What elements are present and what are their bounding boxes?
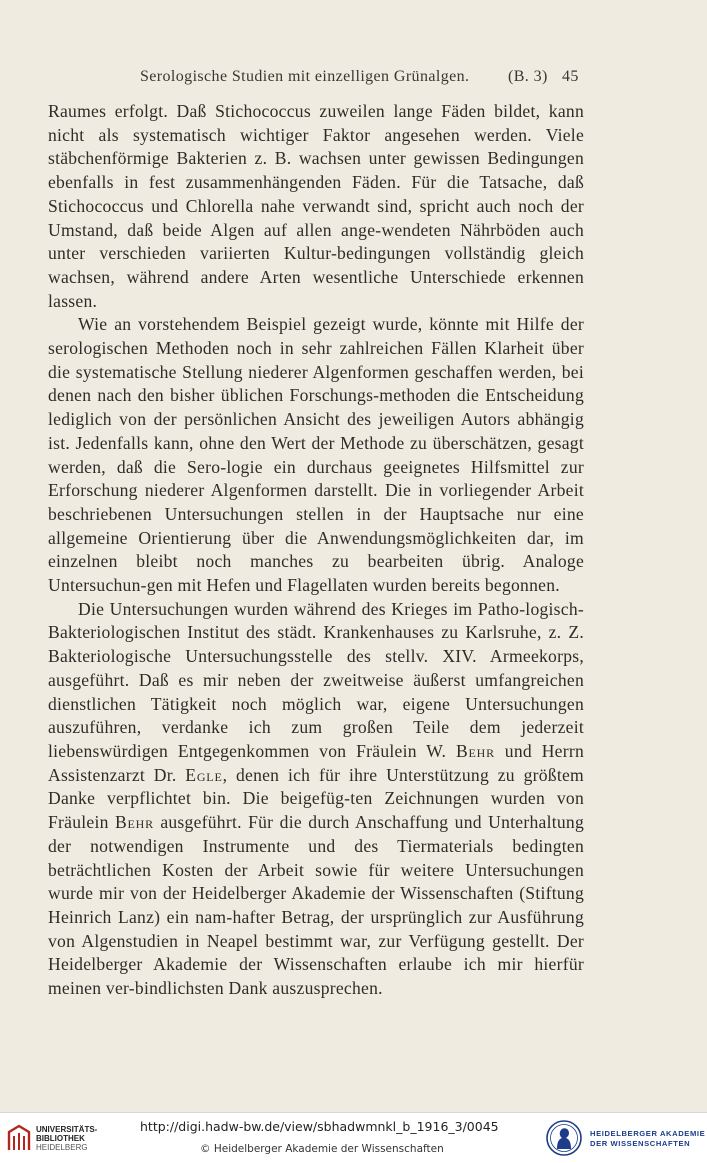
author-name-egle: Egle [185,764,223,785]
paragraph-1: Raumes erfolgt. Daß Stichococcus zuweilen lange Fäden bildet, kann nicht als systematisch wichtiger Faktor angesehen werden. Viele stäbchenförmige Bakterien z. B. wachsen unter gewissen Bedingungen ebenfalls in fest zusammenhängenden Fäden. Für die Tatsache, daß Stichococcus und Chlorella nahe verwandt sind, spricht auch noch der Umstand, daß beide Algen auf allen ange-wendeten Nährböden auch unter verschieden variierten Kultur-bedingungen vollständig gleich wachsen, während andere Arten wesentliche Unterschiede erkennen lassen. [48,101,584,311]
author-name-behr-2: Behr [115,812,154,833]
university-library-emblem-icon [6,1123,32,1153]
academy-line-1: HEIDELBERGER AKADEMIE [590,1129,706,1138]
author-name-behr: Behr [456,740,495,761]
running-head-volume: (B. 3) [508,68,548,85]
library-line-3: HEIDELBERG [36,1143,88,1152]
academy-label [590,1129,705,1149]
running-head-title: Serologische Studien mit einzelligen Grünalgen. [140,68,470,85]
academy-seal-icon [545,1120,583,1156]
academy-logo[interactable] [545,1120,705,1156]
page-number: 45 [562,68,579,85]
viewer-footer [0,1112,707,1163]
library-line-1: UNIVERSITÄTS- [36,1125,98,1134]
body-text [48,100,584,1001]
paragraph-3-part-d: ausgeführt. Für die durch Anschaffung und Unterhaltung der notwendigen Instrumente und des Tiermaterials bedingten beträchtlichen Kosten der Arbeit sowie für weitere Untersuchungen wurde mir von der Heidelberger Akademie der Wissenschaften (Stiftung Heinrich Lanz) ein nam-hafter Betrag, der ursprünglich zur Ausführung von Algenstudien in Neapel bestimmt war, zur Verfügung gestellt. Der Heidelberger Akademie der Wissenschaften erlaube ich mir hierfür meinen ver-bindlichsten Dank auszusprechen. [48,812,584,999]
paragraph-3 [48,598,584,1001]
paragraph-2: Wie an vorstehendem Beispiel gezeigt wurde, könnte mit Hilfe der serologischen Methoden noch in sehr zahlreichen Fällen Klarheit über die systematische Stellung niederer Algenformen geschaffen werden, bei denen nach den bisher üblichen Forschungs-methoden die Entscheidung lediglich von der persönlichen Ansicht des jeweiligen Autors abhängig ist. Jedenfalls kann, ohne den Wert der Methode zu überschätzen, gesagt werden, daß die Sero-logie ein durchaus geeignetes Hilfsmittel zur Erforschung niederer Algenformen darstellt. Die in vorliegender Arbeit beschriebenen Untersuchungen stellen in der Hauptsache nur eine allgemeine Orientierung über die Anwendungsmöglichkeiten dar, im einzelnen bleibt noch manches zu bearbeiten übrig. Analoge Untersuchun-gen mit Hefen und Flagellaten wurden bereits begonnen. [48,314,584,596]
university-library-label [36,1125,97,1152]
paragraph-3-part-a: Die Untersuchungen wurden während des Krieges im Patho-logisch-Bakteriologischen Institut des städt. Krankenhauses zu Karlsruhe, z. Z. Bakteriologische Untersuchungsstelle des stellv. XIV. Armeekorps, ausgeführt. Daß es mir neben der zweitweise äußerst umfangreichen dienstlichen Tätigkeit noch möglich war, eigene Untersuchungen auszuführen, verdanke ich zum großen Teile dem jederzeit liebenswürdigen Entgegenkommen von Fräulein W. [48,598,584,761]
copyright-notice: © Heidelberger Akademie der Wissenschaften [200,1143,444,1155]
paragraph-3-part-c: , denen ich für ihre Unterstützung zu größtem Danke verpflichtet bin. Die beigefüg-ten Zeichnungen wurden von Fräulein [48,764,584,833]
academy-line-2: DER WISSENSCHAFTEN [590,1139,691,1148]
paragraph-3-part-b: und Herrn Assistenzarzt Dr. [48,740,585,785]
permalink-url[interactable]: http://digi.hadw-bw.de/view/sbhadwmnkl_b_1916_3/0045 [140,1119,499,1134]
library-line-2: BIBLIOTHEK [36,1134,85,1143]
university-library-logo[interactable] [6,1123,101,1153]
